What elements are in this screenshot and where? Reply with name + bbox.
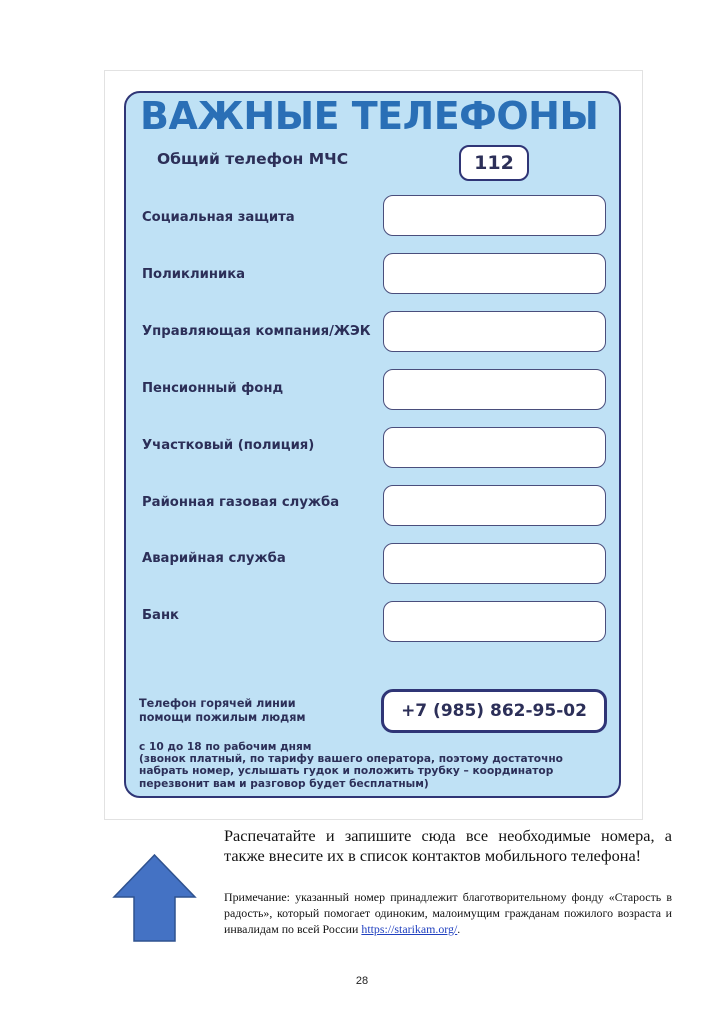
hours-line3: набрать номер, услышать гудок и положить трубку – координатор [139, 765, 554, 778]
row-field-management[interactable] [383, 311, 606, 352]
row-field-police[interactable] [383, 427, 606, 468]
emergency-number-box: 112 [459, 145, 529, 181]
emergency-label: Общий телефон МЧС [157, 150, 349, 168]
hotline-hours [139, 741, 579, 790]
hours-line4: перезвонит вам и разговор будет бесплатным) [139, 777, 429, 790]
starikam-link[interactable]: https://starikam.org/ [361, 921, 458, 936]
row-field-emergency-service[interactable] [383, 543, 606, 584]
hours-line1: с 10 до 18 по рабочим дням [139, 741, 312, 753]
hotline-number-box: +7 (985) 862-95-02 [381, 689, 607, 733]
row-label-clinic: Поликлиника [142, 267, 246, 282]
row-field-pension[interactable] [383, 369, 606, 410]
note-body: Примечание: указанный номер принадлежит благотворительному фонду «Старость в радость», который помогает одиноким, малоимущим гражданам пожилого возраста и инвалидам по всей России [224, 890, 672, 936]
row-label-police: Участковый (полиция) [142, 438, 315, 453]
up-arrow-icon [112, 853, 197, 943]
row-field-bank[interactable] [383, 601, 606, 642]
row-label-emergency-service: Аварийная служба [142, 551, 286, 566]
row-field-clinic[interactable] [383, 253, 606, 294]
row-label-gas: Районная газовая служба [142, 495, 340, 510]
row-label-management: Управляющая компания/ЖЭК [142, 324, 371, 339]
note-text [224, 890, 672, 937]
row-label-pension: Пенсионный фонд [142, 381, 284, 396]
instruction-text: Распечатайте и запишите сюда все необходимые номера, а также внесите их в список контактов мобильного телефона! [224, 826, 672, 865]
hotline-label [139, 697, 306, 725]
note-end: . [457, 921, 461, 936]
hotline-label-line2: помощи пожилым людям [139, 711, 306, 724]
page-number: 28 [355, 975, 369, 987]
poster-title: ВАЖНЫЕ ТЕЛЕФОНЫ [140, 94, 599, 138]
row-label-social: Социальная защита [142, 210, 295, 225]
row-field-social[interactable] [383, 195, 606, 236]
row-field-gas[interactable] [383, 485, 606, 526]
hours-line2: (звонок платный, по тарифу вашего оператора, поэтому достаточно [139, 753, 563, 766]
hotline-label-line1: Телефон горячей линии [139, 697, 296, 710]
row-label-bank: Банк [142, 608, 180, 623]
